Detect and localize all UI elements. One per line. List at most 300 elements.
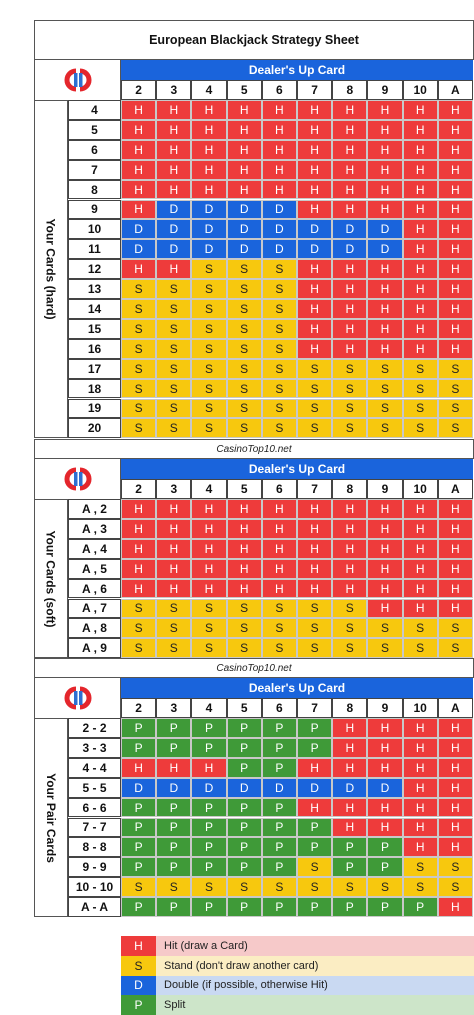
strategy-cell: H [227, 180, 262, 200]
strategy-cell: S [227, 299, 262, 319]
strategy-cell: H [367, 579, 402, 599]
hard-hands-label [34, 100, 68, 438]
strategy-cell: S [297, 359, 332, 379]
strategy-cell: S [367, 359, 402, 379]
strategy-cell: P [121, 718, 156, 738]
dealer-card-A: A [438, 80, 473, 100]
strategy-cell: S [156, 618, 191, 638]
strategy-cell: D [367, 778, 402, 798]
strategy-cell: S [403, 418, 438, 438]
pairs-hands-label-text: Your Pair Cards [44, 772, 58, 863]
strategy-cell: P [121, 738, 156, 758]
hand-hard-7: 11 [68, 239, 121, 259]
strategy-cell: H [156, 120, 191, 140]
hand-pairs-5: 7 - 7 [68, 818, 121, 838]
strategy-cell: H [367, 180, 402, 200]
strategy-cell: P [191, 857, 226, 877]
strategy-cell: H [438, 539, 473, 559]
strategy-cell: H [121, 758, 156, 778]
strategy-cell: D [191, 239, 226, 259]
hand-pairs-2: 4 - 4 [68, 758, 121, 778]
strategy-cell: P [262, 897, 297, 917]
strategy-cell: D [191, 200, 226, 220]
strategy-cell: S [332, 418, 367, 438]
strategy-cell: H [332, 180, 367, 200]
strategy-cell: S [297, 599, 332, 619]
strategy-cell: H [367, 339, 402, 359]
strategy-cell: H [332, 140, 367, 160]
dealer-card-5: 5 [227, 80, 262, 100]
strategy-cell: H [367, 319, 402, 339]
strategy-cell: H [227, 559, 262, 579]
strategy-cell: S [156, 399, 191, 419]
strategy-cell: S [403, 857, 438, 877]
strategy-cell: H [191, 559, 226, 579]
hand-soft-5: A , 7 [68, 599, 121, 619]
strategy-cell: H [403, 319, 438, 339]
strategy-cell: H [332, 718, 367, 738]
strategy-cell: D [297, 239, 332, 259]
dealer-card-2: 2 [121, 479, 156, 499]
strategy-cell: P [121, 798, 156, 818]
strategy-cell: S [438, 618, 473, 638]
strategy-cell: H [227, 100, 262, 120]
strategy-cell: H [438, 299, 473, 319]
strategy-cell: H [367, 818, 402, 838]
dealer-card-5: 5 [227, 698, 262, 718]
hand-pairs-7: 9 - 9 [68, 857, 121, 877]
strategy-cell: S [262, 418, 297, 438]
strategy-cell: H [262, 100, 297, 120]
strategy-cell: D [227, 200, 262, 220]
strategy-cell: H [121, 200, 156, 220]
hand-soft-6: A , 8 [68, 618, 121, 638]
strategy-cell: P [297, 738, 332, 758]
strategy-cell: H [438, 818, 473, 838]
strategy-cell: S [262, 877, 297, 897]
strategy-cell: D [332, 219, 367, 239]
strategy-cell: D [191, 219, 226, 239]
strategy-cell: P [403, 897, 438, 917]
strategy-cell: S [438, 359, 473, 379]
strategy-cell: D [227, 778, 262, 798]
strategy-cell: D [121, 219, 156, 239]
strategy-cell: H [227, 160, 262, 180]
strategy-cell: H [156, 559, 191, 579]
strategy-cell: P [262, 837, 297, 857]
strategy-cell: H [191, 140, 226, 160]
strategy-cell: H [156, 499, 191, 519]
strategy-cell: P [262, 718, 297, 738]
hand-hard-15: 19 [68, 399, 121, 419]
strategy-cell: H [332, 519, 367, 539]
strategy-cell: S [332, 359, 367, 379]
strategy-cell: S [227, 399, 262, 419]
strategy-cell: H [297, 559, 332, 579]
strategy-cell: H [403, 579, 438, 599]
strategy-cell: D [262, 200, 297, 220]
strategy-cell: S [121, 319, 156, 339]
strategy-cell: H [121, 539, 156, 559]
strategy-cell: S [332, 877, 367, 897]
strategy-cell: H [332, 758, 367, 778]
strategy-cell: P [297, 818, 332, 838]
legend-key-P: P [121, 995, 156, 1015]
strategy-cell: S [367, 399, 402, 419]
strategy-cell: P [191, 738, 226, 758]
dealer-up-card-heading: Dealer's Up Card [121, 60, 473, 80]
strategy-cell: H [367, 738, 402, 758]
strategy-cell: H [332, 798, 367, 818]
hand-pairs-0: 2 - 2 [68, 718, 121, 738]
strategy-cell: S [121, 638, 156, 658]
strategy-cell: H [403, 120, 438, 140]
strategy-cell: H [297, 539, 332, 559]
strategy-cell: H [438, 259, 473, 279]
strategy-cell: S [227, 599, 262, 619]
strategy-cell: H [332, 319, 367, 339]
strategy-cell: P [156, 857, 191, 877]
strategy-cell: D [121, 778, 156, 798]
strategy-cell: S [121, 399, 156, 419]
strategy-cell: P [121, 837, 156, 857]
strategy-cell: S [121, 279, 156, 299]
strategy-cell: H [403, 160, 438, 180]
strategy-cell: S [191, 279, 226, 299]
strategy-cell: P [297, 718, 332, 738]
strategy-cell: S [403, 638, 438, 658]
strategy-cell: H [367, 100, 402, 120]
strategy-cell: H [262, 140, 297, 160]
strategy-cell: S [403, 618, 438, 638]
strategy-cell: H [438, 738, 473, 758]
strategy-cell: H [367, 499, 402, 519]
logo-icon [60, 686, 96, 710]
strategy-cell: S [438, 379, 473, 399]
strategy-cell: H [227, 140, 262, 160]
strategy-cell: P [191, 798, 226, 818]
strategy-cell: P [191, 718, 226, 738]
dealer-card-4: 4 [191, 698, 226, 718]
strategy-cell: H [403, 239, 438, 259]
strategy-cell: S [191, 359, 226, 379]
hand-hard-14: 18 [68, 379, 121, 399]
strategy-cell: S [191, 599, 226, 619]
strategy-cell: S [332, 399, 367, 419]
strategy-cell: P [262, 818, 297, 838]
strategy-cell: S [438, 418, 473, 438]
strategy-cell: H [332, 339, 367, 359]
strategy-cell: P [227, 837, 262, 857]
legend-key-D: D [121, 976, 156, 996]
dealer-card-5: 5 [227, 479, 262, 499]
strategy-cell: H [367, 599, 402, 619]
strategy-cell: H [403, 798, 438, 818]
soft-hands-label [34, 499, 68, 658]
hand-pairs-6: 8 - 8 [68, 837, 121, 857]
strategy-cell: H [297, 200, 332, 220]
strategy-cell: D [121, 239, 156, 259]
strategy-cell: S [262, 339, 297, 359]
hand-hard-6: 10 [68, 219, 121, 239]
strategy-cell: S [191, 299, 226, 319]
strategy-cell: H [403, 758, 438, 778]
strategy-cell: S [332, 379, 367, 399]
strategy-cell: P [332, 837, 367, 857]
dealer-card-8: 8 [332, 80, 367, 100]
legend-text-H: Hit (draw a Card) [156, 936, 474, 956]
strategy-cell: S [297, 638, 332, 658]
strategy-cell: H [403, 180, 438, 200]
strategy-cell: H [403, 818, 438, 838]
strategy-cell: H [403, 219, 438, 239]
strategy-cell: P [262, 738, 297, 758]
strategy-cell: H [227, 120, 262, 140]
strategy-cell: H [438, 339, 473, 359]
strategy-cell: H [191, 180, 226, 200]
strategy-cell: S [262, 259, 297, 279]
strategy-cell: H [367, 160, 402, 180]
page-title: European Blackjack Strategy Sheet [34, 20, 474, 60]
hand-hard-3: 7 [68, 160, 121, 180]
strategy-cell: H [191, 100, 226, 120]
strategy-cell: H [156, 519, 191, 539]
strategy-cell: H [262, 539, 297, 559]
strategy-cell: S [121, 379, 156, 399]
strategy-cell: H [297, 259, 332, 279]
strategy-cell: H [156, 758, 191, 778]
strategy-cell: S [403, 379, 438, 399]
strategy-cell: H [438, 180, 473, 200]
soft-hands-label-text: Your Cards (soft) [44, 530, 58, 628]
strategy-cell: H [367, 200, 402, 220]
casino-logo [34, 60, 121, 100]
strategy-cell: P [227, 758, 262, 778]
pairs-hands-label [34, 718, 68, 917]
strategy-cell: P [262, 758, 297, 778]
strategy-cell: S [262, 379, 297, 399]
strategy-cell: D [227, 219, 262, 239]
strategy-cell: S [403, 359, 438, 379]
hand-soft-4: A , 6 [68, 579, 121, 599]
strategy-cell: H [121, 180, 156, 200]
logo-icon [60, 68, 96, 92]
strategy-cell: S [156, 319, 191, 339]
strategy-cell: H [297, 758, 332, 778]
strategy-cell: P [191, 897, 226, 917]
dealer-card-9: 9 [367, 698, 402, 718]
dealer-card-4: 4 [191, 80, 226, 100]
hand-hard-4: 8 [68, 180, 121, 200]
strategy-cell: H [332, 100, 367, 120]
strategy-cell: P [227, 897, 262, 917]
strategy-cell: S [121, 339, 156, 359]
strategy-cell: H [191, 160, 226, 180]
hand-hard-0: 4 [68, 100, 121, 120]
strategy-cell: H [438, 599, 473, 619]
strategy-cell: S [191, 399, 226, 419]
hard-hands-label-text: Your Cards (hard) [44, 218, 58, 320]
strategy-cell: S [332, 599, 367, 619]
strategy-cell: S [262, 319, 297, 339]
strategy-cell: H [403, 279, 438, 299]
strategy-cell: H [367, 758, 402, 778]
strategy-cell: D [367, 219, 402, 239]
strategy-cell: S [121, 618, 156, 638]
strategy-cell: S [367, 418, 402, 438]
strategy-cell: P [227, 798, 262, 818]
strategy-cell: S [367, 618, 402, 638]
strategy-cell: S [227, 279, 262, 299]
logo-icon [60, 467, 96, 491]
strategy-cell: D [367, 239, 402, 259]
dealer-card-8: 8 [332, 698, 367, 718]
strategy-cell: H [297, 140, 332, 160]
strategy-cell: S [227, 259, 262, 279]
strategy-cell: S [191, 418, 226, 438]
strategy-cell: D [156, 200, 191, 220]
legend-text-D: Double (if possible, otherwise Hit) [156, 976, 474, 996]
strategy-cell: H [262, 160, 297, 180]
strategy-cell: H [332, 259, 367, 279]
strategy-cell: H [156, 160, 191, 180]
strategy-cell: H [438, 798, 473, 818]
hand-hard-8: 12 [68, 259, 121, 279]
strategy-cell: H [262, 120, 297, 140]
strategy-cell: S [367, 877, 402, 897]
hand-hard-13: 17 [68, 359, 121, 379]
strategy-cell: H [191, 539, 226, 559]
strategy-cell: S [156, 379, 191, 399]
strategy-cell: H [438, 160, 473, 180]
strategy-cell: S [227, 319, 262, 339]
legend-text-P: Split [156, 995, 474, 1015]
strategy-cell: H [438, 499, 473, 519]
strategy-cell: H [156, 259, 191, 279]
strategy-cell: H [156, 100, 191, 120]
strategy-cell: H [332, 818, 367, 838]
hand-hard-9: 13 [68, 279, 121, 299]
strategy-cell: S [191, 339, 226, 359]
strategy-cell: S [297, 857, 332, 877]
legend-text-S: Stand (don't draw another card) [156, 956, 474, 976]
strategy-cell: S [227, 359, 262, 379]
strategy-cell: H [367, 798, 402, 818]
legend-key-S: S [121, 956, 156, 976]
strategy-cell: D [262, 239, 297, 259]
dealer-card-9: 9 [367, 80, 402, 100]
strategy-cell: P [156, 837, 191, 857]
strategy-cell: H [438, 140, 473, 160]
strategy-cell: H [438, 579, 473, 599]
strategy-cell: P [156, 897, 191, 917]
strategy-cell: D [191, 778, 226, 798]
strategy-cell: S [297, 379, 332, 399]
strategy-cell: H [297, 299, 332, 319]
strategy-cell: D [262, 778, 297, 798]
hand-hard-11: 15 [68, 319, 121, 339]
dealer-card-3: 3 [156, 80, 191, 100]
hand-hard-16: 20 [68, 418, 121, 438]
strategy-cell: H [332, 579, 367, 599]
strategy-cell: H [191, 519, 226, 539]
strategy-cell: H [121, 100, 156, 120]
strategy-cell: P [121, 857, 156, 877]
strategy-cell: H [156, 539, 191, 559]
hand-soft-2: A , 4 [68, 539, 121, 559]
strategy-cell: S [121, 359, 156, 379]
strategy-cell: D [156, 778, 191, 798]
legend-key-H: H [121, 936, 156, 956]
dealer-up-card-heading: Dealer's Up Card [121, 459, 473, 479]
strategy-cell: H [191, 579, 226, 599]
hand-hard-12: 16 [68, 339, 121, 359]
strategy-cell: S [227, 379, 262, 399]
strategy-cell: H [367, 559, 402, 579]
strategy-cell: H [403, 599, 438, 619]
strategy-cell: P [156, 798, 191, 818]
strategy-cell: S [262, 618, 297, 638]
strategy-cell: S [367, 379, 402, 399]
strategy-cell: S [227, 339, 262, 359]
strategy-cell: P [121, 897, 156, 917]
strategy-cell: H [438, 100, 473, 120]
strategy-cell: H [156, 140, 191, 160]
hand-hard-2: 6 [68, 140, 121, 160]
strategy-cell: S [227, 877, 262, 897]
dealer-card-8: 8 [332, 479, 367, 499]
dealer-card-9: 9 [367, 479, 402, 499]
strategy-cell: H [367, 299, 402, 319]
strategy-cell: H [332, 738, 367, 758]
site-credit: CasinoTop10.net [34, 439, 474, 459]
strategy-cell: D [332, 239, 367, 259]
strategy-cell: S [156, 339, 191, 359]
dealer-card-7: 7 [297, 479, 332, 499]
strategy-cell: H [403, 559, 438, 579]
dealer-card-A: A [438, 698, 473, 718]
hand-pairs-3: 5 - 5 [68, 778, 121, 798]
hand-hard-10: 14 [68, 299, 121, 319]
hand-soft-3: A , 5 [68, 559, 121, 579]
hand-soft-1: A , 3 [68, 519, 121, 539]
dealer-card-10: 10 [403, 80, 438, 100]
strategy-cell: S [438, 399, 473, 419]
strategy-cell: D [262, 219, 297, 239]
strategy-cell: P [191, 837, 226, 857]
strategy-cell: P [227, 857, 262, 877]
strategy-cell: H [191, 758, 226, 778]
strategy-cell: H [297, 519, 332, 539]
strategy-cell: H [297, 180, 332, 200]
strategy-cell: S [156, 299, 191, 319]
strategy-cell: H [121, 579, 156, 599]
dealer-card-6: 6 [262, 80, 297, 100]
casino-logo [34, 678, 121, 718]
strategy-cell: P [297, 897, 332, 917]
strategy-cell: S [297, 399, 332, 419]
hand-pairs-9: A - A [68, 897, 121, 917]
dealer-card-3: 3 [156, 698, 191, 718]
strategy-cell: H [227, 539, 262, 559]
strategy-cell: H [403, 140, 438, 160]
strategy-cell: H [438, 897, 473, 917]
dealer-card-3: 3 [156, 479, 191, 499]
strategy-cell: H [262, 499, 297, 519]
strategy-cell: H [227, 519, 262, 539]
strategy-cell: S [403, 877, 438, 897]
strategy-cell: H [191, 120, 226, 140]
